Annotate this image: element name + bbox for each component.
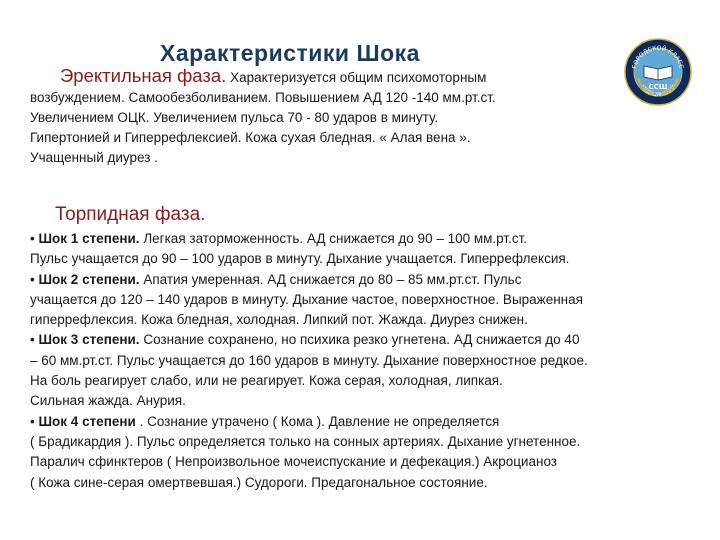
torpid-line: Пульс учащается до 90 – 100 ударов в минуту. Дыхание учащается. Гиперрефлексия.: [30, 251, 570, 267]
shock-grade-2-line: [30, 270, 710, 290]
torpid-phase-section: [30, 229, 710, 493]
erectile-first-line: [30, 66, 630, 88]
erectile-lead: Характеризуется общим психомоторным: [230, 70, 487, 85]
bullet: •: [30, 332, 39, 348]
emblem-arc-top: ГОРОДСКОЙ КЛАСС: [631, 44, 685, 70]
torpid-line: – 60 мм.рт.ст. Пульс учащается до 160 ударов в минуту. Дыхание поверхностное редкое.: [30, 352, 588, 368]
shock-grade-3-text: Сознание сохранено, но психика резко угнетена. АД снижается до 40: [139, 332, 580, 348]
erectile-phase-heading: Эректильная фаза.: [60, 65, 227, 86]
erectile-line: Гипертонией и Гиперрефлексией. Кожа сухая бледная. « Алая вена ».: [30, 130, 471, 145]
shock-grade-2-label: Шок 2 степени.: [38, 271, 140, 287]
shock-grade-2-text: Апатия умеренная. АД снижается до 80 – 85 мм.рт.ст. Пульс: [139, 271, 522, 287]
shock-grade-1-line: [30, 229, 710, 249]
torpid-line: Сильная жажда. Анурия.: [30, 393, 186, 409]
bullet: •: [30, 231, 39, 246]
shock-grade-4-label: Шок 4 степени: [38, 413, 136, 429]
erectile-line: Учащенный диурез .: [30, 150, 158, 165]
emblem-center-text: ССШ: [648, 83, 668, 91]
torpid-line: ( Брадикардия ). Пульс определяется только на сонных артериях. Дыхание угнетенное.: [30, 433, 581, 449]
shock-grade-4-text: . Сознание утрачено ( Кома ). Давление не определяется: [135, 413, 500, 429]
shock-grade-1-label: Шок 1 степени.: [38, 231, 140, 246]
shock-grade-4-line: [30, 412, 710, 432]
bullet: •: [30, 413, 39, 429]
erectile-line: возбуждением. Самообезболиванием. Повышением АД 120 -140 мм.рт.ст.: [30, 90, 496, 105]
slide-title: Характеристики Шока: [160, 40, 420, 66]
torpid-line: На боль реагирует слабо, или не реагирует. Кожа серая, холодная, липкая.: [30, 373, 503, 389]
bullet: •: [30, 271, 39, 287]
shock-grade-3-label: Шок 3 степени.: [38, 332, 140, 348]
torpid-line: ( Кожа сине-серая омертвевшая.) Судороги. Предагональное состояние.: [30, 474, 488, 490]
shock-grade-3-line: [30, 330, 710, 350]
shock-grade-1-text: Легкая заторможенность. АД снижается до 90 – 100 мм.рт.ст.: [139, 231, 528, 246]
torpid-line: гиперрефлексия. Кожа бледная, холодная. Липкий пот. Жажда. Диурез снижен.: [30, 312, 528, 328]
erectile-phase-section: [30, 66, 630, 168]
erectile-line: Увеличением ОЦК. Увеличением пульса 70 - 80 ударов в минуту.: [30, 110, 439, 125]
torpid-line: учащается до 120 – 140 ударов в минуту. Дыхание частое, поверхностное. Выраженная: [30, 291, 583, 307]
torpid-phase-heading: Торпидная фаза.: [55, 204, 206, 225]
emblem-arc-bottom: МЕДИЦИНСКИЙ: [639, 83, 677, 99]
torpid-line: Паралич сфинктеров ( Непроизвольное мочеиспускание и дефекация.) Акроцианоз: [30, 454, 557, 470]
emblem-icon: [624, 38, 692, 106]
